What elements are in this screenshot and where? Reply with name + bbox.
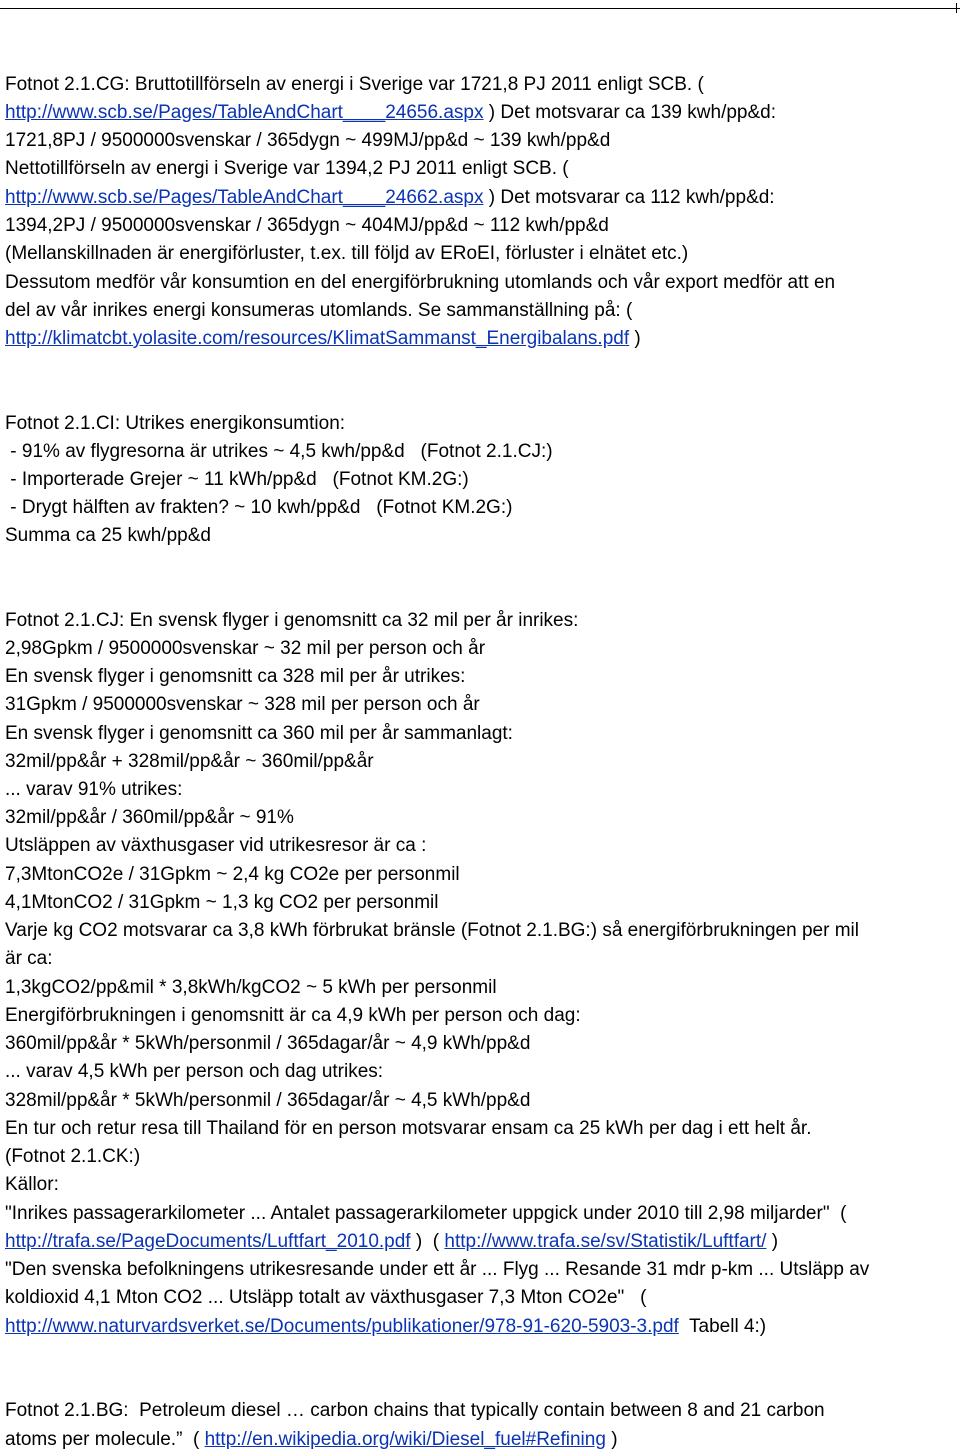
fn-cj-line-1: Fotnot 2.1.CJ: En svensk flyger i genomsnitt ca 32 mil per år inrikes: <box>5 610 579 631</box>
header-rule-mark <box>956 3 957 13</box>
naturvardsverket-link[interactable]: http://www.naturvardsverket.se/Documents/publikationer/978-91-620-5903-3.pdf <box>5 1316 679 1337</box>
fn-cj-line-5: En svensk flyger i genomsnitt ca 360 mil per år sammanlagt: <box>5 723 513 744</box>
fn-cg-line-2-text: ) Det motsvarar ca 139 kwh/pp&d: <box>483 102 776 123</box>
fn-cj-line-25: koldioxid 4,1 Mton CO2 ... Utsläpp totalt av växthusgaser 7,3 Mton CO2e" ( <box>5 1287 647 1308</box>
fn-ci-line-1: Fotnot 2.1.CI: Utrikes energikonsumtion: <box>5 413 346 434</box>
fn-cj-line-13: är ca: <box>5 948 53 969</box>
fn-cj-line-7: ... varav 91% utrikes: <box>5 779 183 800</box>
fn-cj-line-16: 360mil/pp&år * 5kWh/personmil / 365dagar/år ~ 4,9 kWh/pp&d <box>5 1033 531 1054</box>
fn-cj-line-15: Energiförbrukningen i genomsnitt är ca 4,9 kWh per person och dag: <box>5 1005 581 1026</box>
fn-cj-line-26-text: Tabell 4:) <box>678 1316 767 1337</box>
fn-cg-line-2 <box>5 99 776 127</box>
klimatcbt-link[interactable]: http://klimatcbt.yolasite.com/resources/KlimatSammanst_Energibalans.pdf <box>5 328 630 349</box>
wikipedia-diesel-link[interactable]: http://en.wikipedia.org/wiki/Diesel_fuel#Refining <box>204 1429 606 1450</box>
fn-cj-line-26 <box>5 1313 766 1341</box>
fn-ci-line-3: - Importerade Grejer ~ 11 kWh/pp&d (Fotnot KM.2G:) <box>5 469 469 490</box>
trafa-statistik-link[interactable]: http://www.trafa.se/sv/Statistik/Luftfart/ <box>444 1231 767 1252</box>
trafa-pdf-link[interactable]: http://trafa.se/PageDocuments/Luftfart_2010.pdf <box>5 1231 411 1252</box>
fn-cj-line-17: ... varav 4,5 kWh per person och dag utrikes: <box>5 1061 384 1082</box>
fn-cj-line-10: 7,3MtonCO2e / 31Gpkm ~ 2,4 kg CO2e per personmil <box>5 864 460 885</box>
fn-cj-line-20: (Fotnot 2.1.CK:) <box>5 1146 141 1167</box>
fn-cj-line-6: 32mil/pp&år + 328mil/pp&år ~ 360mil/pp&år <box>5 751 374 772</box>
fn-bg-line-2 <box>5 1426 618 1454</box>
fn-cj-line-18: 328mil/pp&år * 5kWh/personmil / 365dagar/år ~ 4,5 kWh/pp&d <box>5 1090 531 1111</box>
scb-24656-link[interactable]: http://www.scb.se/Pages/TableAndChart____24656.aspx <box>5 102 484 123</box>
fn-cj-line-19: En tur och retur resa till Thailand för en person motsvarar ensam ca 25 kWh per dag i ett helt år. <box>5 1118 812 1139</box>
fn-cj-line-23 <box>5 1228 778 1256</box>
fn-cj-line-24: "Den svenska befolkningens utrikesresande under ett år ... Flyg ... Resande 31 mdr p-km ... Utsläpp av <box>5 1259 870 1280</box>
fn-bg-line-2-end: ) <box>605 1429 618 1450</box>
fn-cj-line-2: 2,98Gpkm / 9500000svenskar ~ 32 mil per person och år <box>5 638 486 659</box>
fn-bg-line-2-text: atoms per molecule.” ( <box>5 1429 205 1450</box>
fn-cj-line-9: Utsläppen av växthusgaser vid utrikesresor är ca : <box>5 835 427 856</box>
fn-cj-line-12: Varje kg CO2 motsvarar ca 3,8 kWh förbrukat bränsle (Fotnot 2.1.BG:) så energiförbrukningen per mil <box>5 920 859 941</box>
fn-cj-line-23-mid: ) ( <box>410 1231 445 1252</box>
fn-cj-line-22: "Inrikes passagerarkilometer ... Antalet passagerarkilometer uppgick under 2010 till 2,98 miljarder" ( <box>5 1203 847 1224</box>
fn-cg-line-5-text: ) Det motsvarar ca 112 kwh/pp&d: <box>483 187 775 208</box>
fn-cg-line-8: Dessutom medför vår konsumtion en del energiförbrukning utomlands och vår export medför att en <box>5 272 836 293</box>
fn-cj-line-3: En svensk flyger i genomsnitt ca 328 mil per år utrikes: <box>5 666 466 687</box>
fn-cg-line-4: Nettotillförseln av energi i Sverige var 1394,2 PJ 2011 enligt SCB. ( <box>5 158 569 179</box>
fn-cg-line-10 <box>5 325 641 353</box>
fn-cj-line-21: Källor: <box>5 1174 59 1195</box>
fn-ci-line-5: Summa ca 25 kwh/pp&d <box>5 525 211 546</box>
fn-bg-line-1: Fotnot 2.1.BG: Petroleum diesel … carbon chains that typically contain between 8 and 21 carbon <box>5 1400 825 1421</box>
fn-cj-line-11: 4,1MtonCO2 / 31Gpkm ~ 1,3 kg CO2 per personmil <box>5 892 439 913</box>
header-rule <box>0 8 960 9</box>
fn-cg-line-1: Fotnot 2.1.CG: Bruttotillförseln av energi i Sverige var 1721,8 PJ 2011 enligt SCB. ( <box>5 74 704 95</box>
fn-cg-line-3: 1721,8PJ / 9500000svenskar / 365dygn ~ 499MJ/pp&d ~ 139 kwh/pp&d <box>5 130 611 151</box>
fn-cg-line-9: del av vår inrikes energi konsumeras utomlands. Se sammanställning på: ( <box>5 300 633 321</box>
fn-cg-line-7: (Mellanskillnaden är energiförluster, t.ex. till följd av ERoEI, förluster i elnätet etc.) <box>5 243 689 264</box>
fn-cg-line-5 <box>5 184 775 212</box>
fn-cj-line-23-end: ) <box>766 1231 779 1252</box>
fn-cj-line-4: 31Gpkm / 9500000svenskar ~ 328 mil per person och år <box>5 694 480 715</box>
fn-cj-line-14: 1,3kgCO2/pp&mil * 3,8kWh/kgCO2 ~ 5 kWh per personmil <box>5 977 497 998</box>
fn-cj-line-8: 32mil/pp&år / 360mil/pp&år ~ 91% <box>5 807 294 828</box>
fn-ci-line-2: - 91% av flygresorna är utrikes ~ 4,5 kwh/pp&d (Fotnot 2.1.CJ:) <box>5 441 553 462</box>
fn-cg-line-6: 1394,2PJ / 9500000svenskar / 365dygn ~ 404MJ/pp&d ~ 112 kwh/pp&d <box>5 215 609 236</box>
scb-24662-link[interactable]: http://www.scb.se/Pages/TableAndChart____24662.aspx <box>5 187 484 208</box>
fn-ci-line-4: - Drygt hälften av frakten? ~ 10 kwh/pp&d (Fotnot KM.2G:) <box>5 497 513 518</box>
fn-cg-line-10-text: ) <box>629 328 641 349</box>
